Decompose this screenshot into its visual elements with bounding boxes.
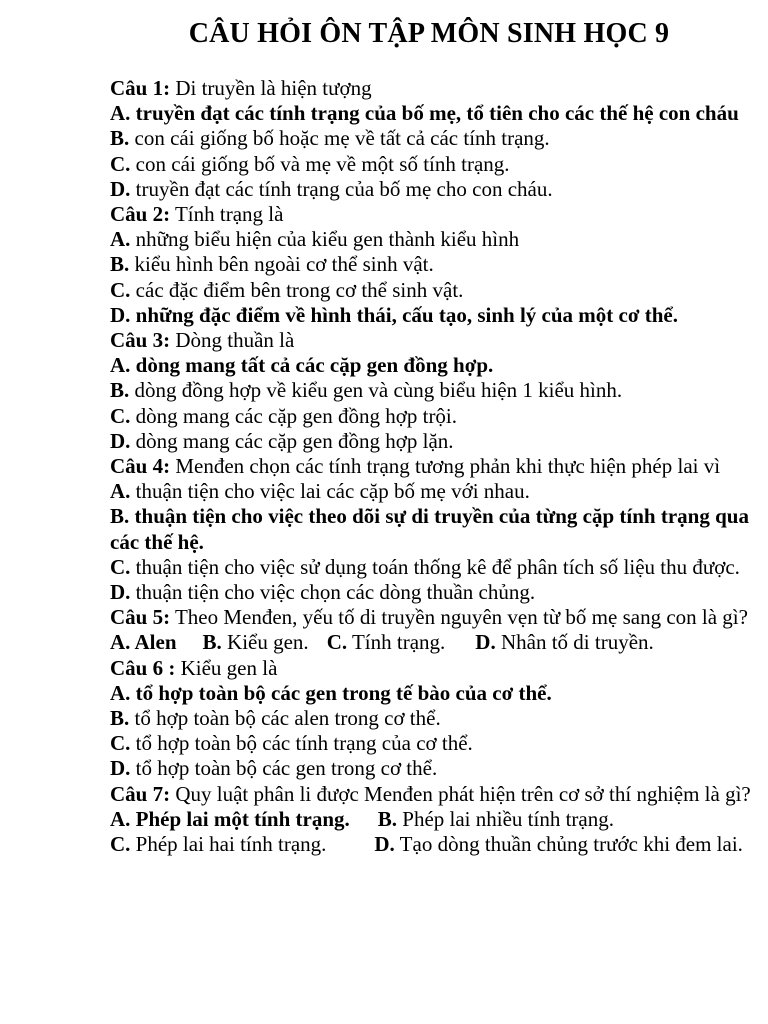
question-5-option-b [203,630,309,654]
question-label: Câu 3: [110,328,171,353]
option-text: thuận tiện cho việc lai các cặp bố mẹ với nhau. [130,479,530,504]
option-text: kiểu hình bên ngoài cơ thể sinh vật. [129,252,434,277]
question-label: Câu 5: [110,605,171,630]
question-1-stem [110,76,752,101]
option-label: B. [377,806,398,831]
option-text-correct: truyền đạt các tính trạng của bố mẹ, tổ tiên cho các thế hệ con cháu [130,101,739,126]
option-text: con cái giống bố và mẹ về một số tính trạng. [130,151,510,176]
option-text: tổ hợp toàn bộ các tính trạng của cơ thể. [130,731,473,756]
question-label: Câu 7: [110,781,171,806]
question-5-option-d [475,630,653,654]
question-4-option-a [110,479,752,504]
question-6-option-c [110,731,752,756]
option-label: A. [110,227,131,252]
option-text: dòng mang các cặp gen đồng hợp trội. [130,403,458,428]
question-1-option-c [110,152,752,177]
question-1-option-a [110,101,752,126]
option-label: B. [202,630,222,655]
option-label: A. [110,680,131,705]
question-1-option-b [110,126,752,151]
option-text-correct: Alen [130,630,177,655]
question-5-option-c [327,630,446,654]
question-7-option-a [110,807,350,831]
question-3 [110,328,752,454]
option-text: Phép lai hai tính trạng. [130,832,327,857]
question-7-options-cd [110,832,752,857]
option-label: D. [110,580,131,605]
question-2-option-a [110,227,752,252]
question-7-option-b [378,807,614,831]
option-text: tổ hợp toàn bộ các gen trong cơ thể. [130,756,438,781]
question-7-option-d [374,832,743,856]
option-text: các đặc điểm bên trong cơ thể sinh vật. [130,277,464,302]
option-text-correct: thuận tiện cho việc theo dõi sự di truyền của từng cặp tính trạng qua các thế hệ. [110,504,749,554]
option-text: tổ hợp toàn bộ các alen trong cơ thể. [129,706,441,731]
option-label: A. [110,479,131,504]
question-label: Câu 2: [110,202,171,227]
option-label: D. [110,302,131,327]
option-text: những biểu hiện của kiểu gen thành kiểu hình [130,227,520,252]
option-text: Phép lai nhiều tính trạng. [397,806,614,831]
option-label: C. [110,151,131,176]
question-7-options-ab [110,807,752,832]
question-4-option-b [110,504,752,554]
option-text: Tạo dòng thuần chủng trước khi đem lai. [394,832,743,857]
option-label: B. [110,378,130,403]
question-text: Menđen chọn các tính trạng tương phản khi thực hiện phép lai vì [170,454,721,479]
question-list [110,76,752,857]
question-label: Câu 1: [110,76,171,100]
question-text: Di truyền là hiện tượng [170,76,372,100]
option-label: B. [110,706,130,731]
question-6-option-b [110,706,752,731]
option-label: C. [110,277,131,302]
question-1-option-d [110,177,752,202]
question-2 [110,202,752,328]
question-text: Kiểu gen là [175,655,278,680]
question-2-option-d [110,303,752,328]
option-label: C. [110,403,131,428]
option-text: Nhân tố di truyền. [495,630,654,655]
question-4-stem [110,454,752,479]
option-label: C. [110,554,131,579]
question-3-option-d [110,429,752,454]
option-text: con cái giống bố hoặc mẹ về tất cả các tính trạng. [129,126,550,151]
option-label: A. [110,101,131,126]
question-5-options [110,630,752,655]
option-text-correct: dòng mang tất cả các cặp gen đồng hợp. [130,353,494,378]
option-label: C. [326,630,348,655]
question-label: Câu 6 : [110,655,176,680]
option-label: D. [110,176,131,201]
option-label: A. [110,630,131,655]
question-5-stem [110,605,752,630]
question-label: Câu 4: [110,454,171,479]
question-4-option-d [110,580,752,605]
option-text-correct: tổ hợp toàn bộ các gen trong tế bào của cơ thể. [130,680,552,705]
option-text: truyền đạt các tính trạng của bố mẹ cho con cháu. [130,176,553,201]
question-7-option-c [110,832,326,856]
option-label: D. [110,756,131,781]
option-text: dòng mang các cặp gen đồng hợp lặn. [130,428,454,453]
option-label: C. [110,731,131,756]
option-text: Kiểu gen. [221,630,309,655]
question-3-stem [110,328,752,353]
option-label: B. [110,126,130,151]
question-7-stem [110,782,752,807]
question-3-option-c [110,404,752,429]
page-title: CÂU HỎI ÔN TẬP MÔN SINH HỌC 9 [188,18,670,49]
question-6 [110,656,752,782]
question-2-stem [110,202,752,227]
question-7 [110,782,752,858]
question-text: Dòng thuần là [170,328,295,353]
option-label: D. [374,832,395,857]
question-6-stem [110,656,752,681]
option-label: A. [110,806,131,831]
question-3-option-a [110,353,752,378]
question-4 [110,454,752,605]
question-3-option-b [110,378,752,403]
option-label: D. [475,630,496,655]
question-5-option-a [110,630,177,654]
question-text: Quy luật phân li được Menđen phát hiện trên cơ sở thí nghiệm là gì? [170,781,751,806]
question-1 [110,76,752,202]
question-2-option-b [110,252,752,277]
option-label: C. [110,832,131,857]
question-6-option-a [110,681,752,706]
option-label: B. [110,504,130,529]
question-5 [110,605,752,655]
question-2-option-c [110,278,752,303]
option-label: A. [110,353,131,378]
question-text: Theo Menđen, yếu tố di truyền nguyên vẹn từ bố mẹ sang con là gì? [170,605,748,630]
option-text-correct: Phép lai một tính trạng. [130,806,350,831]
option-label: D. [110,428,131,453]
option-label: B. [110,252,130,277]
option-text: thuận tiện cho việc sử dụng toán thống kê để phân tích số liệu thu được. [130,554,740,579]
option-text: dòng đồng hợp về kiểu gen và cùng biểu hiện 1 kiểu hình. [129,378,623,403]
option-text-correct: những đặc điểm về hình thái, cấu tạo, sinh lý của một cơ thể. [130,302,678,327]
question-4-option-c [110,555,752,580]
question-6-option-d [110,756,752,781]
option-text: thuận tiện cho việc chọn các dòng thuần chủng. [130,580,536,605]
question-text: Tính trạng là [170,202,284,227]
option-text: Tính trạng. [347,630,446,655]
